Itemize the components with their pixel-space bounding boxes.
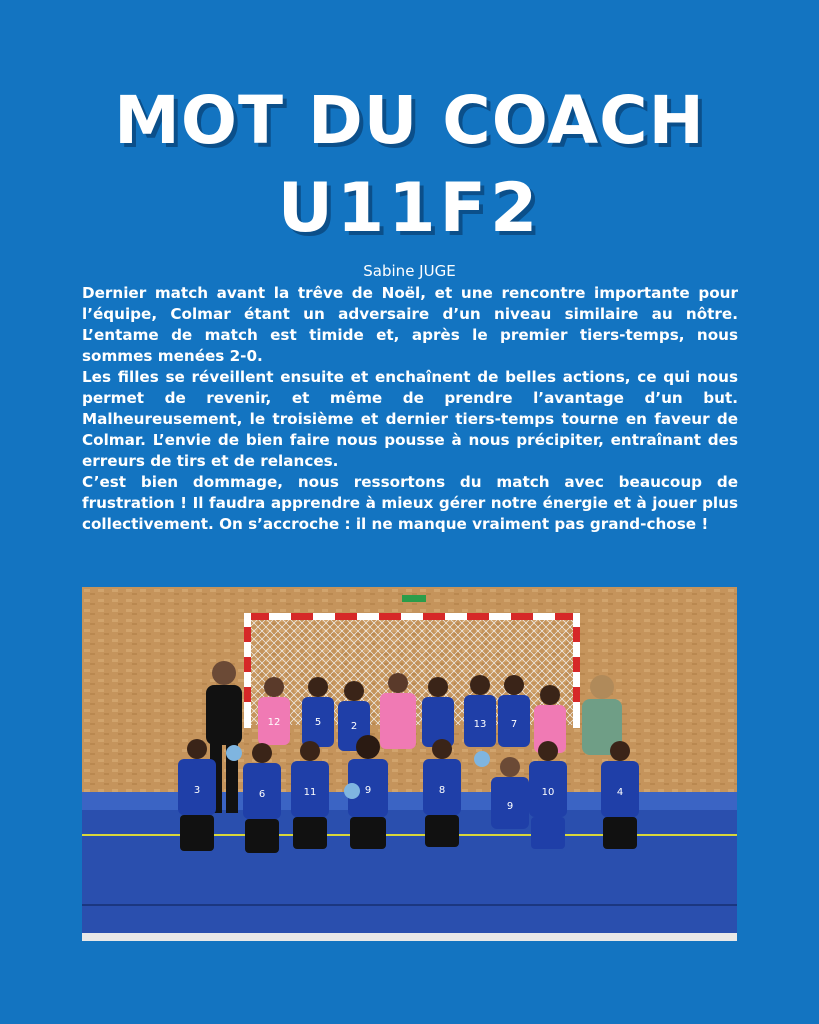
svg-text:9: 9 <box>364 785 372 796</box>
coach-message <box>82 283 738 535</box>
team-title: U11F2 <box>277 169 542 248</box>
page-title: MOT DU COACH <box>114 82 705 159</box>
svg-text:6: 6 <box>258 789 266 800</box>
svg-text:8: 8 <box>438 785 446 796</box>
svg-text:11: 11 <box>303 787 317 798</box>
paragraph-3: C’est bien dommage, nous ressortons du match avec beaucoup de frustration ! Il faudra apprendre à mieux gérer notre énergie et à jouer plus collectivement. On s’accroche : il ne manque vraiment pas grand-chose ! <box>82 473 738 533</box>
svg-text:10: 10 <box>541 787 555 798</box>
svg-text:5: 5 <box>314 717 322 728</box>
paragraph-1: Dernier match avant la trêve de Noël, et une rencontre importante pour l’équipe, Colmar étant un adversaire d’un niveau similaire au nôtre. L’entame de match est timide et, après le premier tiers-temps, nous sommes menées 2-0. <box>82 284 738 365</box>
svg-text:7: 7 <box>510 719 518 730</box>
svg-text:3: 3 <box>193 785 201 796</box>
svg-text:4: 4 <box>616 787 624 798</box>
team-photo <box>82 587 737 941</box>
svg-text:9: 9 <box>506 801 514 812</box>
paragraph-2: Les filles se réveillent ensuite et enchaînent de belles actions, ce qui nous permet de revenir, et même de prendre l’avantage d’un but. Malheureusement, le troisième et dernier tiers-temps tourne en faveur de Colmar. L’envie de bien faire nous pousse à nous précipiter, entraînant des erreurs de tirs et de relances. <box>82 368 738 470</box>
svg-text:12: 12 <box>267 717 281 728</box>
svg-text:13: 13 <box>473 719 487 730</box>
author-name: Sabine JUGE <box>363 262 456 280</box>
svg-text:2: 2 <box>350 721 358 732</box>
